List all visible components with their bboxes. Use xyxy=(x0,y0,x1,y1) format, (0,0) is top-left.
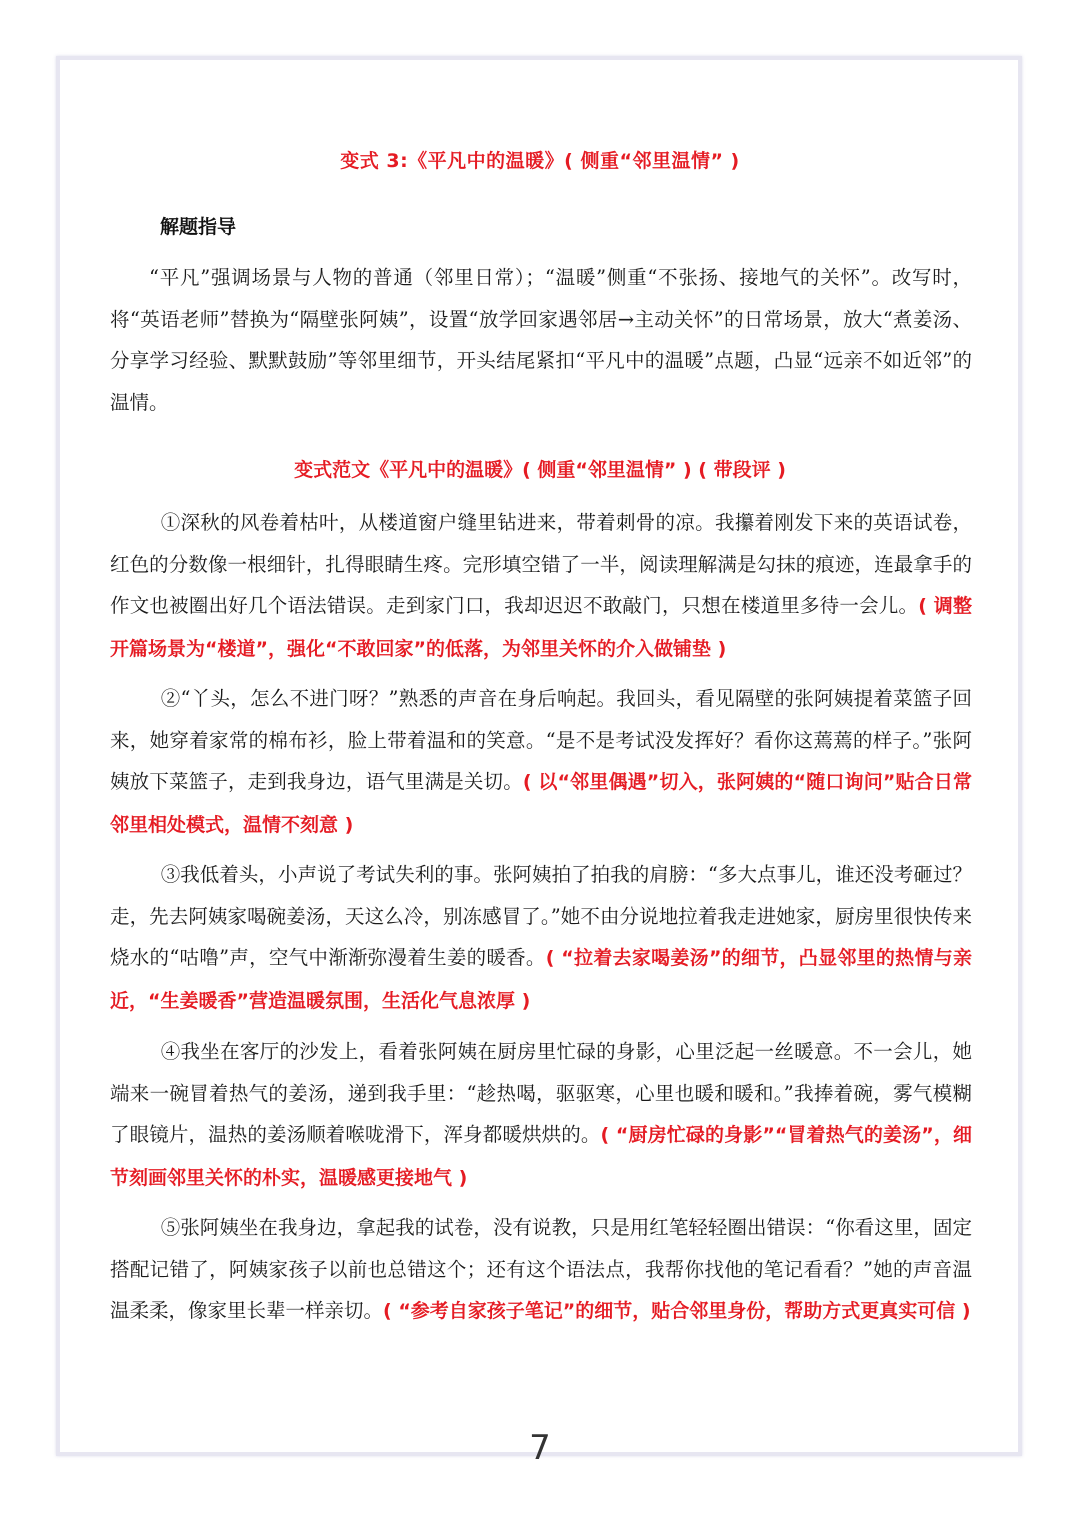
paragraph-text: ④我坐在客厅的沙发上，看着张阿姨在厨房里忙碌的身影，心里泛起一丝暖意。不一会儿，她端来一碗冒着热气的姜汤，递到我手里：“趁热喝，驱驱寒，心里也暖和暖和。”我捧着碗，雾气模糊了眼镜片，温热的姜汤顺着喉咙滑下，浑身都暖烘烘的。 xyxy=(110,1040,972,1146)
paragraph-text: ①深秋的风卷着枯叶，从楼道窗户缝里钻进来，带着刺骨的凉。我攥着刚发下来的英语试卷，红色的分数像一根细针，扎得眼睛生疼。完形填空错了一半，阅读理解满是勾抹的痕迹，连最拿手的作文也被圈出好几个语法错误。走到家门口，我却迟迟不敢敲门，只想在楼道里多待一会儿。 xyxy=(110,511,972,617)
paragraph-comment: ( “参考自家孩子笔记”的细节，贴合邻里身份，帮助方式更真实可信 ) xyxy=(383,1300,971,1322)
essay-paragraph-4 xyxy=(110,1031,972,1199)
paragraph-comment: ( “厨房忙碌的身影”“冒着热气的姜汤”，细节刻画邻里关怀的朴实，温暖感更接地气 ) xyxy=(110,1124,972,1189)
paragraph-comment: ( 调整开篇场景为“楼道”，强化“不敢回家”的低落，为邻里关怀的介入做铺垫 ) xyxy=(110,595,972,660)
paragraph-comment: ( “拉着去家喝姜汤”的细节，凸显邻里的热情与亲近，“生姜暖香”营造温暖氛围，生活化气息浓厚 ) xyxy=(110,947,972,1012)
essay-paragraph-5 xyxy=(110,1207,972,1333)
page-title: 变式 3:《平凡中的温暖》( 侧重“邻里温情” ) xyxy=(340,150,740,172)
paragraph-text: ③我低着头，小声说了考试失利的事。张阿姨拍了拍我的肩膀：“多大点事儿，谁还没考砸过？走，先去阿姨家喝碗姜汤，天这么冷，别冻感冒了。”她不由分说地拉着我走进她家，厨房里很快传来烧水的“咕噜”声，空气中渐渐弥漫着生姜的暖香。 xyxy=(110,863,972,969)
page-number: 7 xyxy=(529,1428,551,1468)
guide-heading: 解题指导 xyxy=(160,216,237,238)
guide-body: “平凡”强调场景与人物的普通（邻里日常）；“温暖”侧重“不张扬、接地气的关怀”。改写时，将“英语老师”替换为“隔壁张阿姨”，设置“放学回家遇邻居→主动关怀”的日常场景，放大“煮姜汤、分享学习经验、默默鼓励”等邻里细节，开头结尾紧扣“平凡中的温暖”点题，凸显“远亲不如近邻”的温情。 xyxy=(110,266,972,414)
essay-paragraph-1 xyxy=(110,502,972,670)
paragraph-text: ⑤张阿姨坐在我身边，拿起我的试卷，没有说教，只是用红笔轻轻圈出错误：“你看这里，固定搭配记错了，阿姨家孩子以前也总错这个；还有这个语法点，我帮你找他的笔记看看？”她的声音温温柔柔，像家里长辈一样亲切。 xyxy=(110,1216,972,1322)
sample-essay-title: 变式范文《平凡中的温暖》( 侧重“邻里温情” ) ( 带段评 ) xyxy=(294,459,786,481)
essay-paragraph-2 xyxy=(110,678,972,846)
essay-paragraph-3 xyxy=(110,854,972,1022)
paragraph-text: ②“丫头，怎么不进门呀？”熟悉的声音在身后响起。我回头，看见隔壁的张阿姨提着菜篮子回来，她穿着家常的棉布衫，脸上带着温和的笑意。“是不是考试没发挥好？看你这蔫蔫的样子。”张阿姨放下菜篮子，走到我身边，语气里满是关切。 xyxy=(110,687,972,793)
paragraph-comment: ( 以“邻里偶遇”切入，张阿姨的“随口询问”贴合日常邻里相处模式，温情不刻意 ) xyxy=(110,771,972,836)
